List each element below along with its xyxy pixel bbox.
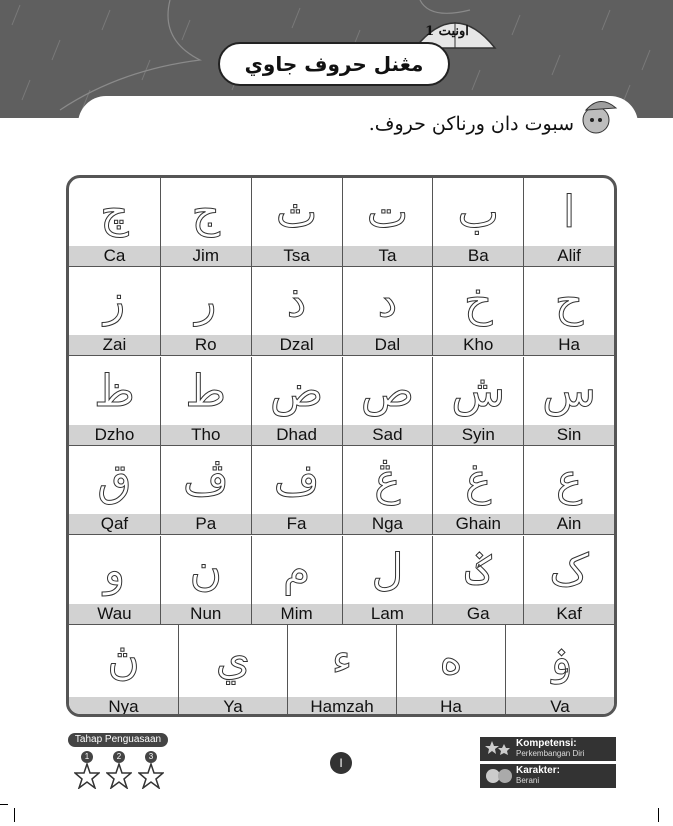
competency-title: Kompetensi: (516, 738, 577, 749)
letter-cell[interactable] (523, 446, 614, 535)
jawi-letter-outline[interactable]: ع (555, 455, 583, 506)
star-number: 3 (145, 751, 157, 763)
competency-badge (480, 737, 616, 761)
letter-cell[interactable] (523, 536, 614, 625)
umbrella-character-icon (576, 96, 620, 140)
jawi-letter-outline[interactable]: ش (451, 366, 506, 417)
letter-cell[interactable] (342, 267, 433, 356)
star-icon (106, 763, 132, 789)
letter-name-label: Dal (343, 335, 433, 355)
jawi-letter-outline[interactable]: غ (465, 455, 492, 506)
letter-cell[interactable] (251, 357, 342, 446)
letter-name-label: Ha (397, 697, 505, 717)
letter-name-label: Mim (252, 604, 342, 624)
letter-cell[interactable] (396, 625, 505, 717)
letter-name-label: Kho (433, 335, 523, 355)
letter-cell[interactable] (69, 536, 160, 625)
jawi-letter-outline[interactable]: ل (371, 545, 404, 596)
jawi-letter-outline[interactable]: ذ (286, 276, 307, 327)
jawi-letter-outline[interactable]: ج (191, 187, 220, 238)
letter-name-label: Ain (524, 514, 614, 534)
jawi-letter-outline[interactable]: ز (103, 276, 126, 327)
jawi-letter-outline[interactable]: ي (215, 634, 251, 685)
jawi-letter-outline[interactable]: ص (360, 366, 415, 417)
letter-cell[interactable] (432, 178, 523, 267)
jawi-letter-outline[interactable]: ب (457, 187, 499, 238)
letter-cell[interactable] (160, 536, 251, 625)
page-title: مڠنل حروف جاوي (244, 52, 424, 76)
letter-cell[interactable] (432, 357, 523, 446)
letter-cell[interactable] (251, 446, 342, 535)
letter-row (69, 357, 614, 446)
letter-name-label: Ca (69, 246, 160, 266)
letter-cell[interactable] (342, 536, 433, 625)
letter-name-label: Ya (179, 697, 287, 717)
letter-name-label: Pa (161, 514, 251, 534)
jawi-letter-outline[interactable]: ت (366, 187, 409, 238)
character-title: Karakter: (516, 765, 560, 776)
letter-name-label: Dzal (252, 335, 342, 355)
jawi-letter-outline[interactable]: س (542, 366, 596, 417)
crop-mark (0, 804, 8, 805)
letter-name-label: Nun (161, 604, 251, 624)
jawi-letter-outline[interactable]: ض (270, 366, 324, 417)
mastery-level (68, 733, 172, 793)
letter-name-label: Zai (69, 335, 160, 355)
letter-name-label: Syin (433, 425, 523, 445)
letter-name-label: Ghain (433, 514, 523, 534)
star-number: 1 (81, 751, 93, 763)
jawi-letter-outline[interactable]: ظ (94, 366, 135, 417)
jawi-letter-outline[interactable]: ۏ (547, 634, 573, 685)
jawi-letter-outline[interactable]: ڽ (107, 634, 140, 685)
letter-row (69, 178, 614, 267)
jawi-letter-outline[interactable]: ف (273, 455, 320, 506)
letter-name-label: Jim (161, 246, 251, 266)
letter-name-label: Dzho (69, 425, 160, 445)
mastery-label: Tahap Penguasaan (68, 733, 168, 747)
jawi-letter-outline[interactable]: ڠ (374, 455, 401, 506)
letter-name-label: Kaf (524, 604, 614, 624)
letter-cell[interactable] (342, 446, 433, 535)
letter-name-label: Qaf (69, 514, 160, 534)
letter-cell[interactable] (432, 446, 523, 535)
jawi-letter-outline[interactable]: و (103, 545, 126, 596)
page-number: I (330, 752, 352, 774)
jawi-letter-outline[interactable]: ڤ (182, 455, 229, 506)
letter-row (69, 267, 614, 356)
letter-name-label: Ha (524, 335, 614, 355)
jawi-letter-outline[interactable]: ث (275, 187, 318, 238)
star-icon (138, 763, 164, 789)
mastery-star-2[interactable] (104, 751, 134, 791)
jawi-letter-grid (66, 175, 617, 717)
letter-cell[interactable] (287, 625, 396, 717)
letter-name-label: Wau (69, 604, 160, 624)
letter-name-label: Lam (343, 604, 433, 624)
letter-name-label: Sad (343, 425, 433, 445)
mastery-star-3[interactable] (136, 751, 166, 791)
letter-name-label: Hamzah (288, 697, 396, 717)
letter-name-label: Ba (433, 246, 523, 266)
letter-cell[interactable] (251, 267, 342, 356)
letter-cell[interactable] (251, 178, 342, 267)
letter-name-label: Dhad (252, 425, 342, 445)
mastery-star-1[interactable] (72, 751, 102, 791)
crop-mark (14, 808, 15, 822)
letter-name-label: Tho (161, 425, 251, 445)
crop-mark (658, 808, 659, 822)
jawi-letter-outline[interactable]: ء (331, 634, 353, 685)
letter-name-label: Nya (69, 697, 178, 717)
letter-row (69, 625, 614, 717)
jawi-letter-outline[interactable]: ط (185, 366, 227, 417)
children-icon (484, 766, 514, 786)
letter-cell[interactable] (342, 178, 433, 267)
letter-cell[interactable] (432, 536, 523, 625)
letter-row (69, 536, 614, 625)
competency-value: Perkembangan Diri (516, 749, 585, 758)
jawi-letter-outline[interactable]: ن (189, 545, 222, 596)
jawi-letter-outline[interactable]: ا (562, 187, 576, 238)
jawi-letter-outline[interactable]: خ (464, 276, 493, 327)
jawi-letter-outline[interactable]: چ (100, 187, 129, 238)
page-title-box (218, 42, 450, 86)
letter-cell[interactable] (432, 267, 523, 356)
letter-cell[interactable] (160, 446, 251, 535)
letter-cell[interactable] (523, 267, 614, 356)
letter-cell[interactable] (69, 357, 160, 446)
star-number: 2 (113, 751, 125, 763)
letter-cell[interactable] (342, 357, 433, 446)
letter-cell[interactable] (251, 536, 342, 625)
letter-name-label: Va (506, 697, 614, 717)
jawi-letter-outline[interactable]: ر (195, 276, 217, 327)
letter-name-label: Sin (524, 425, 614, 445)
jawi-letter-outline[interactable]: ق (97, 455, 132, 506)
jawi-letter-outline[interactable]: ح (554, 276, 584, 327)
jawi-letter-outline[interactable]: د (377, 276, 398, 327)
letter-name-label: Fa (252, 514, 342, 534)
jawi-letter-outline[interactable]: ک (549, 545, 589, 596)
letter-cell[interactable] (160, 267, 251, 356)
character-badge (480, 764, 616, 788)
instruction-text: سبوت دان ورناكن حروف. (368, 113, 574, 135)
character-value: Berani (516, 776, 540, 785)
letter-cell[interactable] (69, 267, 160, 356)
jawi-letter-outline[interactable]: ݢ (465, 545, 492, 596)
letter-cell[interactable] (178, 625, 287, 717)
letter-cell[interactable] (523, 357, 614, 446)
letter-cell[interactable] (69, 446, 160, 535)
letter-name-label: Ga (433, 604, 523, 624)
letter-row (69, 446, 614, 535)
letter-name-label: Ta (343, 246, 433, 266)
letter-name-label: Alif (524, 246, 614, 266)
letter-cell[interactable] (69, 625, 178, 717)
letter-cell[interactable] (160, 357, 251, 446)
star-icon (74, 763, 100, 789)
letter-cell[interactable] (69, 178, 160, 267)
jawi-letter-outline[interactable]: ه (439, 634, 463, 685)
letter-cell[interactable] (160, 178, 251, 267)
letter-cell[interactable] (523, 178, 614, 267)
letter-name-label: Ro (161, 335, 251, 355)
letter-name-label: Tsa (252, 246, 342, 266)
unit-label: اونيت 1 (425, 24, 469, 39)
stars-icon (484, 739, 514, 759)
jawi-letter-outline[interactable]: م (282, 545, 311, 596)
letter-name-label: Nga (343, 514, 433, 534)
letter-cell[interactable] (505, 625, 614, 717)
